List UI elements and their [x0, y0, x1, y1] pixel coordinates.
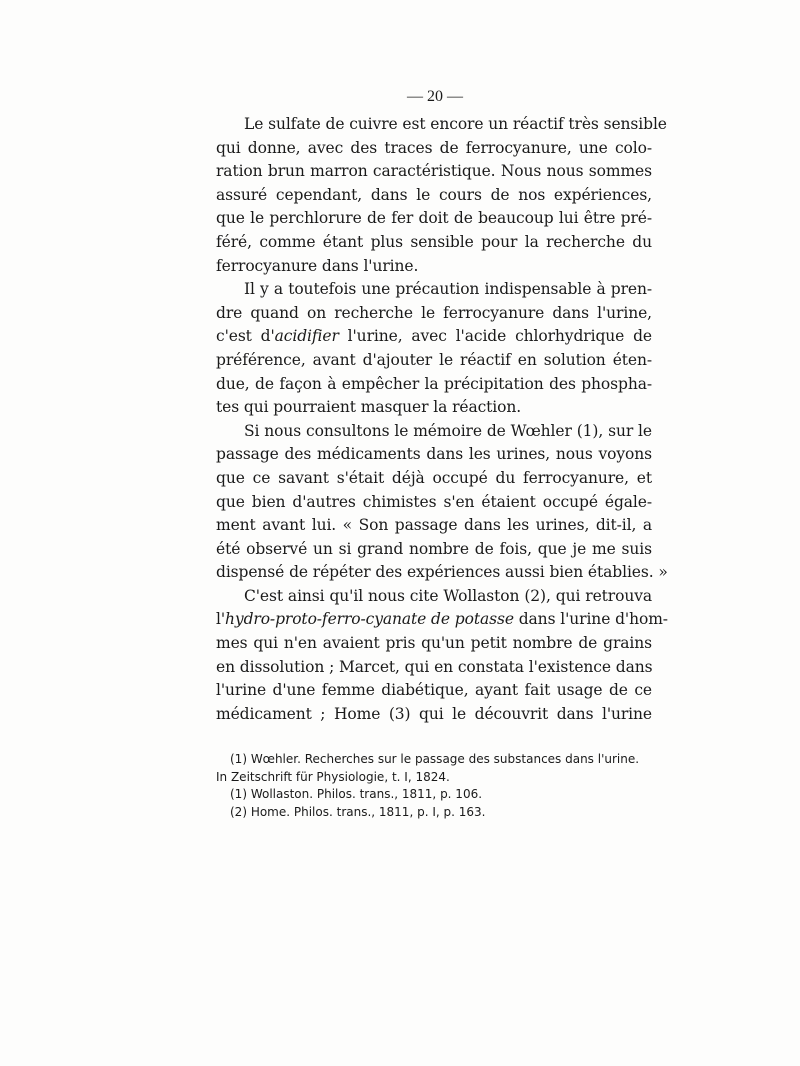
- text-line: féré, comme étant plus sensible pour la recherche du: [216, 232, 652, 251]
- text-line: médicament ; Home (3) qui le découvrit dans l'urine: [216, 704, 652, 723]
- text-line: que le perchlorure de fer doit de beaucoup lui être pré-: [216, 209, 652, 228]
- emphasis-acidifier: acidifier: [274, 327, 339, 346]
- text-line: ration brun marron caractéristique. Nous nous sommes: [216, 162, 652, 181]
- text-line: que bien d'autres chimistes s'en étaient occupé égale-: [216, 492, 652, 511]
- text-line: Si nous consultons le mémoire de Wœhler (1), sur le: [244, 421, 652, 440]
- text-line: en dissolution ; Marcet, qui en constata l'existence dans: [216, 657, 653, 676]
- text-line: dre quand on recherche le ferrocyanure dans l'urine,: [216, 303, 652, 322]
- text-run: c'est d': [216, 327, 275, 346]
- text-line: dispensé de répéter des expériences aussi bien établies. »: [216, 563, 668, 582]
- page-number: — 20 —: [407, 88, 463, 105]
- text-line: qui donne, avec des traces de ferrocyanure, une colo-: [216, 138, 652, 157]
- text-line: assuré cependant, dans le cours de nos expériences,: [216, 185, 652, 204]
- text-line: Le sulfate de cuivre est encore un réactif très sensible: [244, 115, 667, 133]
- text-line: ment avant lui. « Son passage dans les urines, dit-il, a: [216, 516, 652, 535]
- footnote: In Zeitschrift für Physiologie, t. I, 1824.: [216, 769, 450, 784]
- text-run: dans l'urine d'hom-: [513, 610, 668, 629]
- text-line: Il y a toutefois une précaution indispensable à pren-: [244, 280, 652, 299]
- footnote: (1) Wœhler. Recherches sur le passage des substances dans l'urine.: [230, 752, 640, 766]
- text-line: l'urine d'une femme diabétique, ayant fait usage de ce: [216, 681, 652, 700]
- text-line: tes qui pourraient masquer la réaction.: [216, 398, 522, 417]
- text-line: passage des médicaments dans les urines, nous voyons: [216, 445, 652, 464]
- footnote: (2) Home. Philos. trans., 1811, p. I, p. 163.: [230, 804, 486, 819]
- text-line: mes qui n'en avaient pris qu'un petit nombre de grains: [216, 634, 652, 653]
- text-line: été observé un si grand nombre de fois, que je me suis: [216, 539, 652, 558]
- text-line-with-emphasis: [216, 325, 652, 349]
- text-line: C'est ainsi qu'il nous cite Wollaston (2), qui retrouva: [244, 586, 652, 605]
- text-line-with-emphasis: [216, 608, 668, 632]
- text-line: que ce savant s'était déjà occupé du ferrocyanure, et: [216, 468, 652, 487]
- footnotes: [216, 751, 652, 821]
- footnote: (1) Wollaston. Philos. trans., 1811, p. 106.: [230, 787, 483, 801]
- text-line: préférence, avant d'ajouter le réactif en solution éten-: [216, 350, 652, 369]
- text-run: l'urine, avec l'acide chlorhydrique de: [338, 327, 652, 346]
- text-line: ferrocyanure dans l'urine.: [216, 256, 419, 275]
- text-line: due, de façon à empêcher la précipitation des phospha-: [216, 374, 652, 393]
- emphasis-chemical-name: hydro-proto-ferro-cyanate de potasse: [225, 610, 514, 629]
- body-text: [216, 113, 668, 726]
- text-run: l': [216, 610, 226, 629]
